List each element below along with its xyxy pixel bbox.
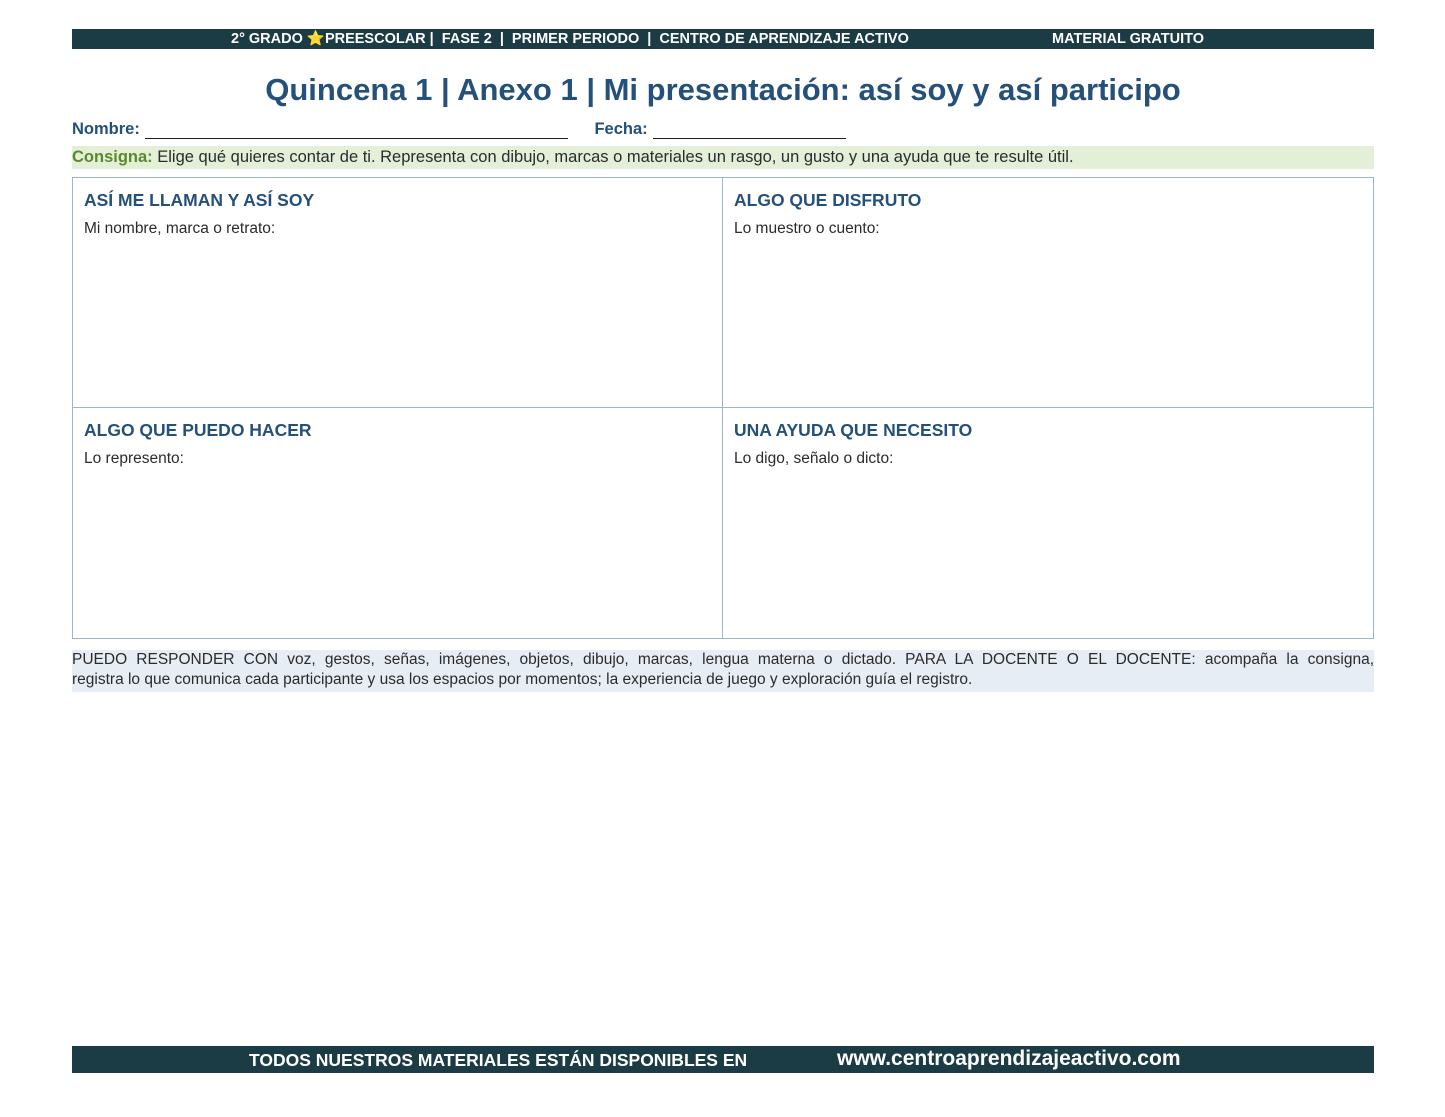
section-prompt: Lo digo, señalo o dicto: bbox=[734, 450, 894, 467]
section-title: ALGO QUE PUEDO HACER bbox=[84, 420, 312, 440]
header-left-text: 2° GRADO ⭐PREESCOLAR | FASE 2 | PRIMER PERIODO | CENTRO DE APRENDIZAJE ACTIVO bbox=[231, 31, 909, 47]
page-title: Quincena 1 | Anexo 1 | Mi presentación: así soy y así participo bbox=[265, 72, 1181, 107]
section-prompt: Lo represento: bbox=[84, 450, 184, 467]
section-prompt: Mi nombre, marca o retrato: bbox=[84, 220, 276, 237]
section-cell[interactable] bbox=[723, 408, 1373, 638]
instruction-text: Elige qué quieres contar de ti. Representa con dibujo, marcas o materiales un rasgo, un gusto y una ayuda que te resulte útil. bbox=[152, 148, 1074, 166]
section-cell[interactable] bbox=[73, 178, 723, 408]
header-bar bbox=[72, 29, 1374, 49]
instruction-box bbox=[72, 146, 1374, 169]
section-prompt: Lo muestro o cuento: bbox=[734, 220, 880, 237]
section-cell[interactable] bbox=[723, 178, 1373, 408]
name-label: Nombre: bbox=[72, 120, 140, 138]
section-cell[interactable] bbox=[73, 408, 723, 638]
section-title: ASÍ ME LLAMAN Y ASÍ SOY bbox=[84, 190, 315, 210]
footer-text: TODOS NUESTROS MATERIALES ESTÁN DISPONIBLES EN bbox=[249, 1050, 748, 1070]
response-grid bbox=[72, 177, 1374, 639]
note-line-1: PUEDO RESPONDER CON voz, gestos, señas, imágenes, objetos, dibujo, marcas, lengua materna o dictado. PARA LA DOCENTE O EL DOCENTE: acompaña la consigna, bbox=[72, 651, 1374, 668]
date-line[interactable] bbox=[653, 124, 846, 139]
instruction-label: Consigna: bbox=[72, 148, 153, 166]
footer-bar bbox=[72, 1046, 1374, 1073]
date-label: Fecha: bbox=[594, 120, 648, 138]
student-fields bbox=[72, 120, 846, 140]
footer-url-link[interactable]: www.centroaprendizajeactivo.com bbox=[837, 1047, 1181, 1070]
note-line-2: registra lo que comunica cada participante y usa los espacios por momentos; la experiencia de juego y exploración guía el registro. bbox=[72, 671, 973, 688]
section-title: ALGO QUE DISFRUTO bbox=[734, 190, 922, 210]
section-title: UNA AYUDA QUE NECESITO bbox=[734, 420, 973, 440]
name-line[interactable] bbox=[145, 124, 568, 139]
teacher-note bbox=[72, 650, 1374, 692]
header-right-text: MATERIAL GRATUITO bbox=[1052, 31, 1204, 47]
